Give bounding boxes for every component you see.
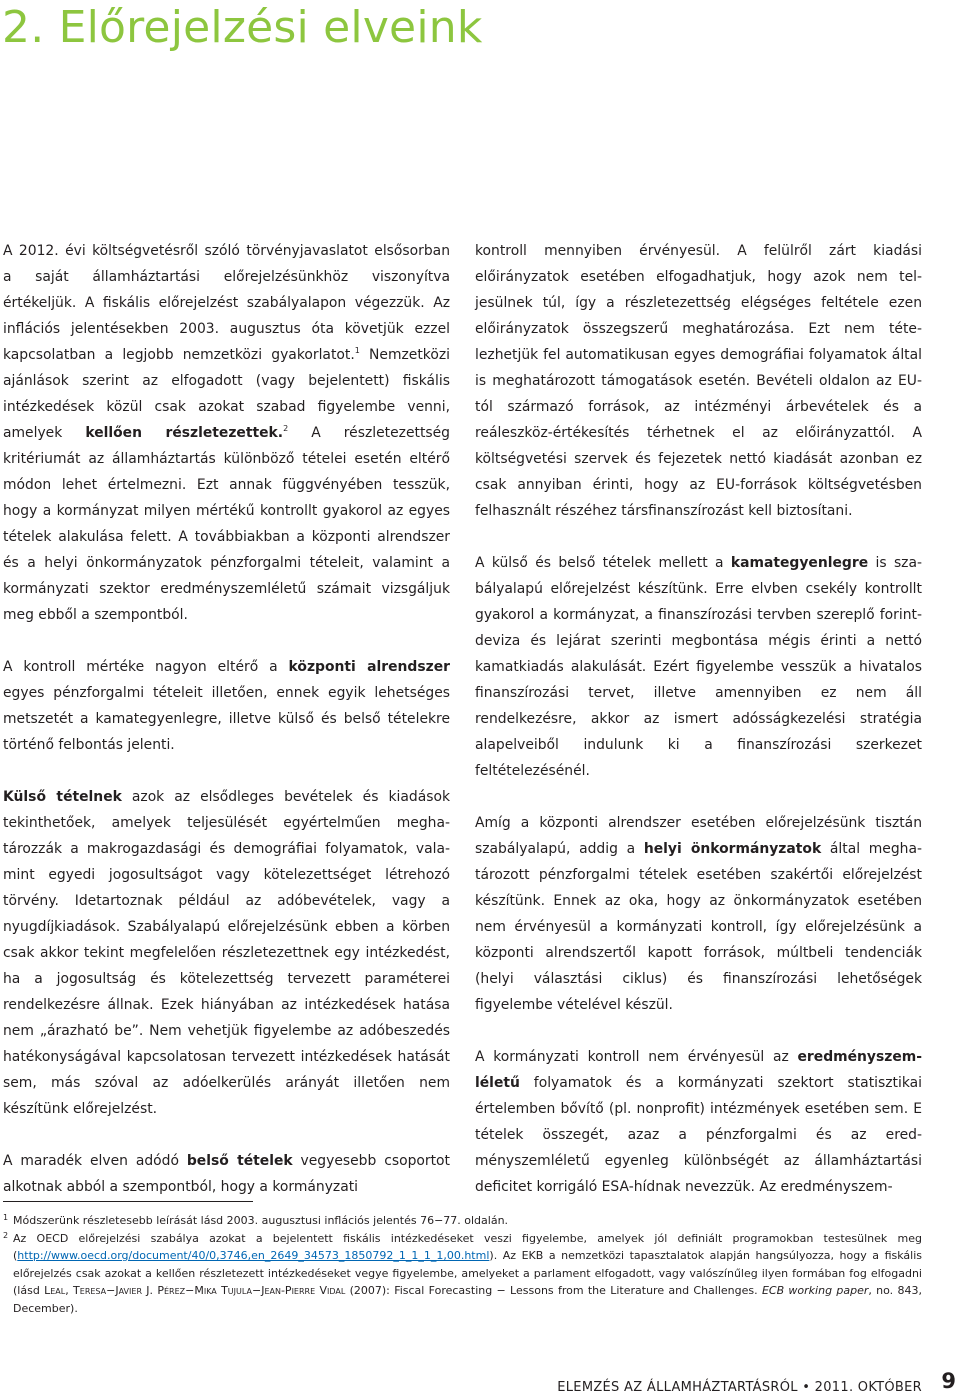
- footnote-1: [3, 1212, 922, 1230]
- footnote-text: ). Az EKB a nemzetközi tapasztalatok alapján hangsúlyozza, hogy a fiskális előrejelzés csak azokat a kellően részletezett intézkedéseket vegye figyelembe, amelyeket a parlament elfogadott, vagy valószínűleg ilyen formában fog elfogadni (lásd: [13, 1249, 922, 1297]
- text-run: A 2012. évi költségvetésről szóló törvényjavaslatot elsősorban a saját államháztartási előrejelzésünkhöz viszonyítva értékeljük. A fiskális előrejelzést szabályalapon végezzük. Az inflációs jelentésekben 2003. augusztus óta követjük ezzel kapcsolatban a legjobb nemzetközi gyakorlatot.: [3, 243, 450, 363]
- text-run: egyes pénzforgalmi tételeit illetően, ennek egyik lehetséges metszetét a kamategyenlegre, illetve külső és belső tételekre történő felbontás jelenti.: [3, 685, 450, 753]
- footnote-ref-1[interactable]: 1: [354, 346, 360, 355]
- footnote-text: , no. 843, December).: [13, 1284, 922, 1315]
- paragraph: kontroll mennyiben érvényesül. A felülről zárt kiadási előirányzatok esetében elfogadhatjuk, hogy azok nem teljesülnek túl, így a részletezettség elégséges feltétele ezen előirányzatok összegszerű meghatározása. Ezt nem tételezhetjük fel automatikusan egyes demográfiai folyamatok által is meghatározott támogatások esetén. Bevételi oldalon az EU-tól származó források, az intézményi árbevételek és a reáleszköz-értékesítés térhetnek el az előirányzattól. A költségvetési szervek és fejezetek nettó kiadását azonban ez csak annyiban érinti, hogy az EU-források költségvetésben felhasznált részéhez társfinanszírozást kell biztosítani.: [475, 243, 922, 519]
- text-run: A külső és belső tételek mellett a: [475, 555, 731, 571]
- text-run: A maradék elven adódó: [3, 1153, 187, 1169]
- text-run: vegyesebb csoportot alkotnak abból a szempontból, hogy a kormányzati: [3, 1153, 450, 1195]
- paragraph: [475, 810, 922, 1018]
- text-run: Nemzetközi ajánlások szerint az elfogadott (vagy bejelentett) fiskális intézkedések közül csak azokat szabad figyelembe venni, amelyek: [3, 347, 450, 441]
- footnote-text: (2007): Fiscal Forecasting − Lessons from the Literature and Challenges.: [345, 1284, 762, 1297]
- paragraph: [3, 238, 450, 628]
- footnote-number: 2: [3, 1230, 9, 1240]
- emphasis: helyi önkormányzatok: [643, 841, 822, 857]
- footnote-text: Módszerünk részletesebb leírását lásd 2003. augusztusi inflációs jelentés 76−77. oldalán.: [13, 1214, 509, 1227]
- text-run: Amíg a központi alrendszer esetében előrejelzésünk tisztán szabályalapú, addig a: [475, 815, 922, 857]
- emphasis: eredményszemléletű: [475, 1049, 922, 1091]
- text-run: A kormányzati kontroll nem érvényesül az: [475, 1049, 798, 1065]
- left-column: [3, 238, 450, 1200]
- emphasis: kellően részletezettek.: [85, 425, 284, 441]
- footnote-ref-2[interactable]: 2: [283, 424, 289, 433]
- paragraph: [475, 1044, 922, 1200]
- footnote-2: [3, 1230, 922, 1318]
- right-column: [475, 238, 922, 1200]
- footnote-divider: [3, 1201, 253, 1202]
- emphasis: belső tételek: [186, 1153, 293, 1169]
- emphasis: Külső tételnek: [3, 789, 122, 805]
- oecd-link[interactable]: http://www.oecd.org/document/40/0,3746,en_2649_34573_1850792_1_1_1_1,00.html: [17, 1249, 490, 1262]
- footnote-number: 1: [3, 1213, 9, 1222]
- page-number: 9: [941, 1369, 956, 1393]
- paragraph: [3, 784, 450, 1122]
- footnote-text: Az OECD előrejelzési szabálya azokat a bejelentett fiskális intézkedéseket veszi figyelembe, amelyek jól definiált programokban testesülnek meg (: [13, 1231, 922, 1262]
- footnotes: [3, 1212, 922, 1317]
- paragraph: [3, 654, 450, 758]
- text-run: A kontroll mértéke nagyon eltérő a: [3, 659, 289, 675]
- footnote-journal: ECB working paper: [761, 1284, 869, 1297]
- text-run: által meghatározott pénzforgalmi tételek esetében szakértői előrejelzést készítünk. Ennek az oka, hogy az önkormányzatok esetében nem érvényesül a kormányzati kontroll, így előrejelzésünk a központi alrendszertől kapott források, múltbeli tendenciák (helyi választási ciklus) és finanszírozási lehetőségek figyelembe vételével készül.: [475, 841, 923, 1013]
- emphasis: központi alrendszer: [288, 659, 450, 675]
- paragraph: [475, 550, 922, 784]
- text-run: is szabályalapú előrejelzést készítünk. Erre elvben csekély kontrollt gyakorol a kormányzat, a finanszírozási tervben szereplő forint-deviza és lejárat szerinti megbontása mégis érinti a nettó kamatkiadás alakulását. Ezért figyelembe vesszük a hivatalos finanszírozási tervet, illetve amennyiben ez nem áll rendelkezésre, akkor az ismert adósságkezelési stratégia alapelveiből indulunk ki a finanszírozási szerkezet feltételezésénél.: [475, 555, 922, 779]
- running-footer: ELEMZÉS AZ ÁLLAMHÁZTARTÁSRÓL • 2011. OKTÓBER: [557, 1380, 922, 1395]
- text-run: azok az elsődleges bevételek és kiadások tekinthetőek, amelyek teljesülését egyértelműen meghatározzák a makrogazdasági és demográfiai folyamatok, valamint egyedi jogosultságot vagy kötelezettséget létrehozó törvény. Idetartoznak például az adóbevételek, vagy a nyugdíjkiadások. Szabályalapú előrejelzésünk ebben a körben csak akkor tekint megfelelően részletezettnek egy intézkedést, ha a jogosultság és kötelezettség tervezett paraméterei rendelkezésre állnak. Ezek hiányában az intézkedések hatása nem „árazható be”. Nem vehetjük figyelembe az adóbeszedés hatékonyságával kapcsolatosan tervezett intézkedések hatását sem, más szóval az adóelkerülés arányát illetően nem készítünk előrejelzést.: [3, 789, 450, 1117]
- text-run: A részletezettség kritériumát az államháztartás különböző tételei esetén eltérő módon lehet értelmezni. Ezt annak függvényében tesszük, hogy a kormányzat milyen mértékű kontrollt gyakorol az egyes tételek alakulása felett. A továbbiakban a központi alrendszer és a helyi önkormányzatok pénzforgalmi tételeit, valamint a kormányzati szektor eredményszemléletű számait vizsgáljuk meg ebből a szempontból.: [3, 425, 450, 623]
- page-heading: 2. Előrejelzési elveink: [2, 2, 483, 53]
- emphasis: kamategyenlegre: [730, 555, 869, 571]
- paragraph: [3, 1148, 450, 1200]
- text-run: folyamatok és a kormányzati szektort statisztikai értelemben bővítő (pl. nonprofit) intézmények esetében sem. E tételek összegét, azaz a pénzforgalmi és az eredményszemléletű egyenleg különbségét az államháztartási deficitet korrigáló ESA-hídnak nevezzük. Az eredményszem-: [475, 1075, 922, 1195]
- footnote-authors: Leal, Teresa−Javier J. Pérez−Mika Tujula−Jean-Pierre Vidal: [44, 1284, 346, 1297]
